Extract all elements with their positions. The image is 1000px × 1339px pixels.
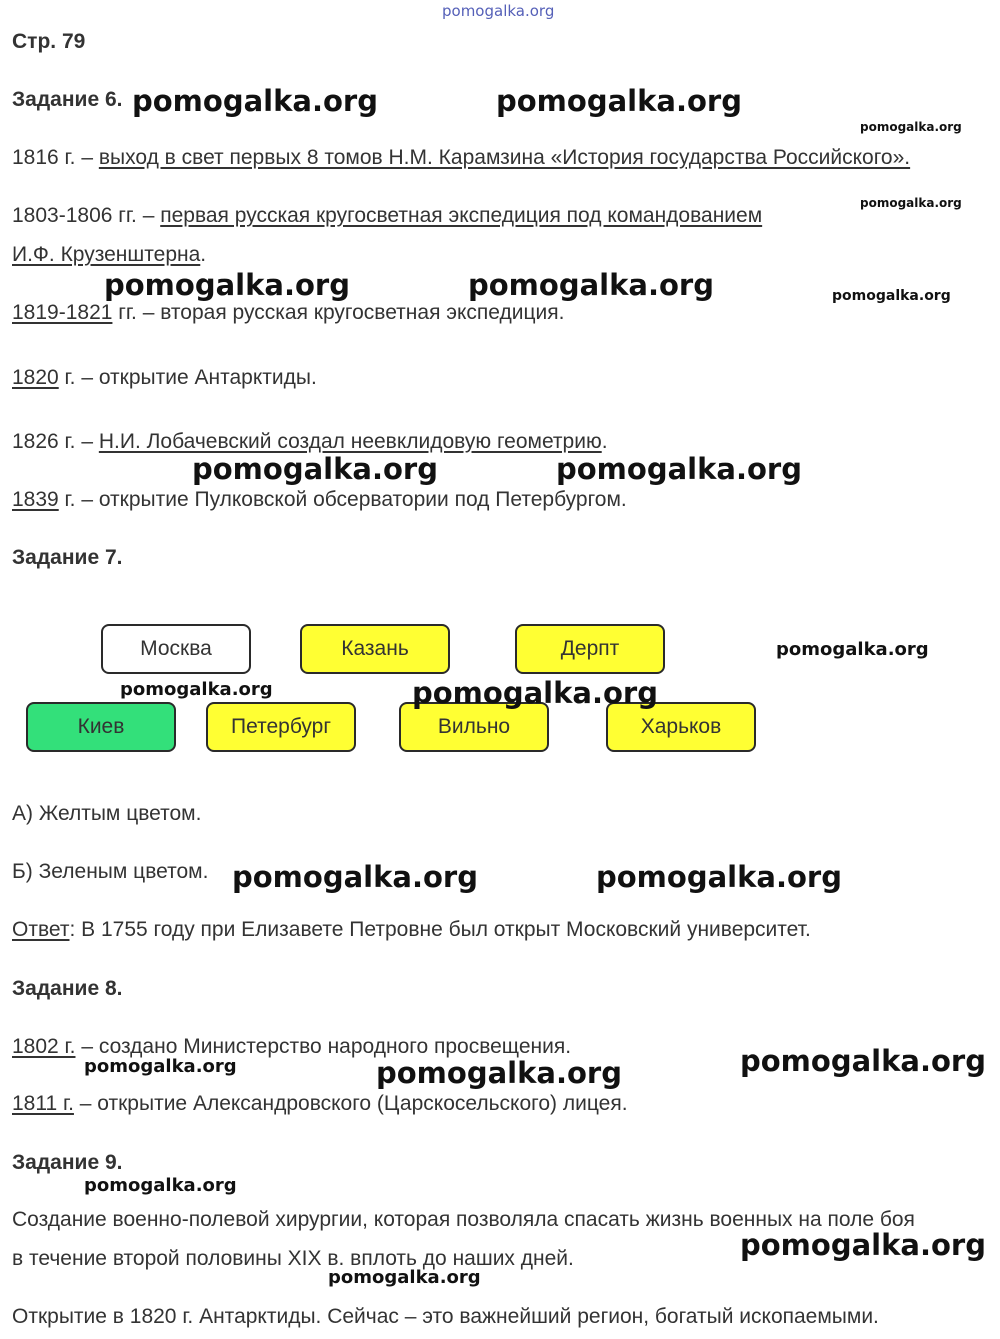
task7-title: Задание 7. — [12, 546, 123, 569]
task7-answer-b: Б) Зеленым цветом. — [12, 860, 209, 883]
task6-item-6 — [12, 488, 627, 512]
watermark: pomogalka.org — [776, 639, 929, 660]
city-box-derpt — [515, 624, 665, 674]
task6-item-2-cont — [12, 243, 206, 267]
item-text: Н.И. Лобачевский создал неевклидовую геометрию — [98, 430, 602, 453]
item-date: 1811 г. — [12, 1092, 74, 1115]
task9-title: Задание 9. — [12, 1151, 123, 1174]
task6-title: Задание 6. — [12, 88, 123, 111]
item-text: гг. – вторая русская кругосветная экспедиция. — [112, 301, 565, 324]
item-date: 1820 — [12, 366, 59, 389]
item-date: 1803-1806 гг. — [12, 204, 137, 227]
task6-item-3 — [12, 301, 564, 325]
watermark: pomogalka.org — [740, 1228, 986, 1262]
city-label: Казань — [341, 637, 409, 660]
watermark: pomogalka.org — [860, 120, 962, 134]
city-label: Вильно — [437, 715, 511, 738]
watermark: pomogalka.org — [596, 860, 842, 894]
item-dash: – — [75, 430, 99, 453]
watermark: pomogalka.org — [556, 452, 802, 486]
task9-line-2: в течение второй половины XIX в. вплоть до наших дней. — [12, 1247, 574, 1270]
watermark: pomogalka.org — [232, 860, 478, 894]
item-end: . — [200, 243, 207, 266]
task6-item-4 — [12, 366, 317, 390]
task8-item-2 — [12, 1092, 628, 1116]
watermark: pomogalka.org — [468, 268, 714, 302]
city-box-moscow — [101, 624, 251, 674]
item-text: – создано Министерство народного просвещения. — [75, 1035, 572, 1058]
task7-answer-a: А) Желтым цветом. — [12, 802, 202, 825]
item-end: . — [601, 430, 608, 453]
city-label: Киев — [77, 715, 125, 738]
task9-line-3: Открытие в 1820 г. Антарктиды. Сейчас – это важнейший регион, богатый ископаемыми. — [12, 1305, 879, 1328]
watermark: pomogalka.org — [84, 1056, 237, 1077]
watermark: pomogalka.org — [740, 1044, 986, 1078]
watermark: pomogalka.org — [84, 1175, 237, 1196]
item-text: выход в свет первых 8 томов Н.М. Карамзина «История государства Российского». — [98, 146, 911, 169]
answer-label: Ответ — [12, 918, 70, 941]
item-date: 1826 г. — [12, 430, 76, 453]
item-date: 1819-1821 — [12, 301, 113, 324]
watermark: pomogalka.org — [192, 452, 438, 486]
city-box-kazan — [300, 624, 450, 674]
watermark: pomogalka.org — [376, 1056, 622, 1090]
item-text: – открытие Александровского (Царскосельского) лицея. — [73, 1092, 628, 1115]
watermark: pomogalka.org — [412, 676, 658, 710]
watermark: pomogalka.org — [104, 268, 350, 302]
task9-line-1: Создание военно-полевой хирургии, которая позволяла спасать жизнь военных на поле боя — [12, 1208, 915, 1231]
watermark: pomogalka.org — [120, 679, 273, 700]
city-label: Петербург — [231, 715, 331, 738]
answer-text: : В 1755 году при Елизавете Петровне был открыт Московский университет. — [69, 918, 811, 941]
task6-item-2 — [12, 204, 762, 228]
city-label: Дерпт — [560, 637, 620, 660]
city-label: Москва — [140, 637, 212, 660]
city-box-petersburg — [206, 702, 356, 752]
item-text: первая русская кругосветная экспедиция под командованием — [160, 204, 763, 227]
item-text: г. – открытие Антарктиды. — [58, 366, 317, 389]
city-label: Харьков — [640, 715, 722, 738]
watermark: pomogalka.org — [860, 196, 962, 210]
task8-title: Задание 8. — [12, 977, 123, 1000]
item-text: г. – открытие Пулковской обсерватории под Петербургом. — [58, 488, 627, 511]
item-date: 1802 г. — [12, 1035, 76, 1058]
page-number: Стр. 79 — [12, 30, 86, 53]
watermark: pomogalka.org — [328, 1267, 481, 1288]
watermark: pomogalka.org — [132, 84, 378, 118]
task6-item-1 — [12, 146, 910, 170]
task6-item-5 — [12, 430, 608, 454]
site-watermark-top: pomogalka.org — [442, 2, 555, 20]
item-date: 1839 — [12, 488, 59, 511]
item-dash: – — [136, 204, 161, 227]
item-dash: – — [75, 146, 99, 169]
city-box-kiev — [26, 702, 176, 752]
watermark: pomogalka.org — [832, 288, 951, 304]
item-date: 1816 г. — [12, 146, 76, 169]
item-text: И.Ф. Крузенштерна — [12, 243, 201, 266]
task7-answer — [12, 918, 811, 942]
watermark: pomogalka.org — [496, 84, 742, 118]
